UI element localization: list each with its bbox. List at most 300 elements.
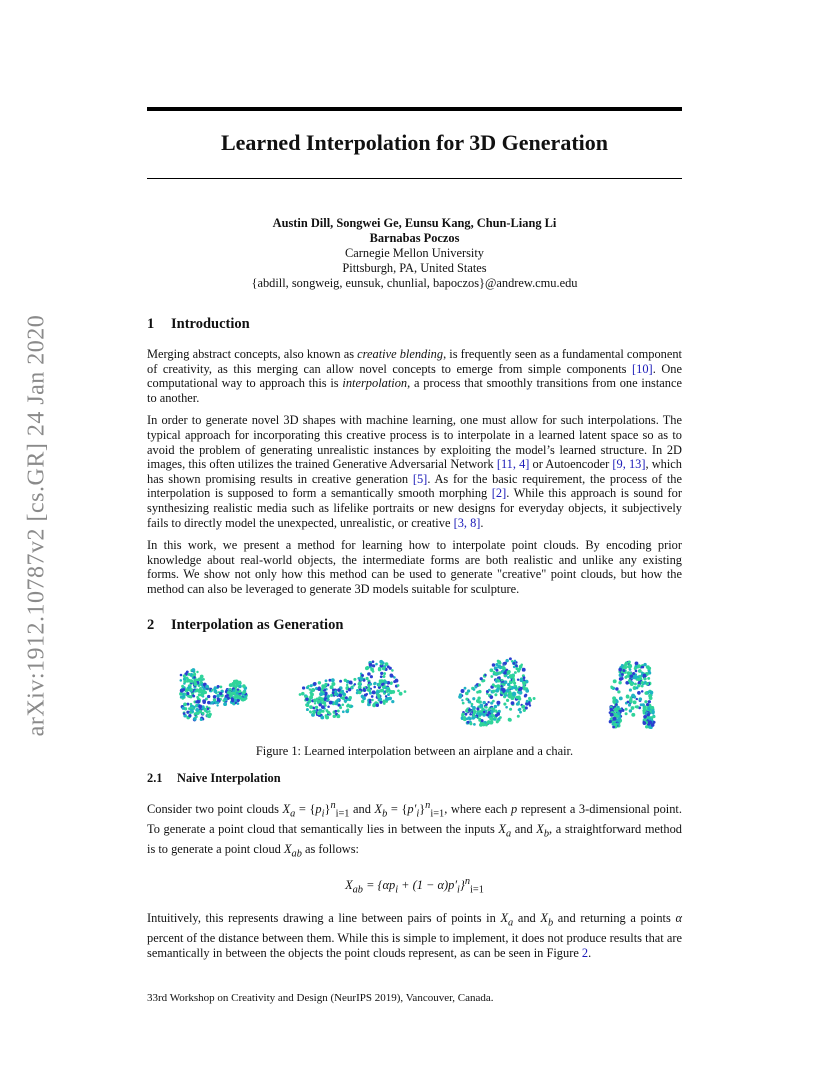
point [318, 710, 321, 713]
point [475, 715, 477, 717]
point [302, 686, 305, 689]
point [207, 707, 210, 710]
point [511, 701, 515, 705]
point [376, 703, 379, 706]
point [506, 670, 510, 674]
point [629, 674, 633, 678]
point [351, 704, 354, 707]
point [484, 673, 486, 675]
point [521, 704, 525, 708]
point [643, 714, 647, 718]
point [637, 677, 640, 680]
point [332, 691, 335, 694]
figure-1 [147, 648, 682, 738]
point [211, 688, 213, 690]
point [637, 683, 641, 687]
point [524, 694, 527, 697]
point [513, 662, 516, 665]
point [186, 691, 189, 694]
point [339, 706, 342, 709]
point [314, 702, 316, 704]
point [473, 688, 476, 691]
point [196, 670, 198, 672]
point [647, 713, 650, 716]
figure-reference-link[interactable]: 2 [581, 946, 589, 961]
point [504, 680, 508, 684]
point [641, 680, 644, 683]
point [496, 687, 499, 690]
point [631, 712, 635, 716]
point [648, 700, 651, 703]
point [316, 697, 319, 700]
point [491, 707, 494, 710]
point [631, 706, 635, 710]
point [180, 695, 183, 698]
point [190, 695, 193, 698]
point [490, 710, 494, 714]
point [369, 682, 372, 685]
point [239, 681, 242, 684]
point [648, 693, 652, 697]
point [395, 678, 399, 682]
point [617, 690, 620, 693]
author-names-2: Barnabas Poczos [369, 231, 460, 245]
point [635, 705, 638, 708]
point [371, 698, 374, 701]
point [349, 696, 352, 699]
point [469, 713, 472, 716]
point [636, 697, 638, 699]
point [630, 696, 633, 699]
point [509, 657, 512, 660]
point [334, 709, 337, 712]
point [374, 681, 377, 684]
point [354, 683, 356, 685]
point [332, 688, 335, 691]
point [628, 660, 631, 663]
point [462, 701, 465, 704]
point [202, 685, 205, 688]
point [200, 693, 203, 696]
citation-link[interactable]: [11, 4] [496, 457, 530, 472]
point [331, 678, 335, 682]
citation-link[interactable]: [3, 8] [453, 515, 481, 530]
point [614, 712, 618, 716]
point [321, 709, 324, 712]
point [344, 678, 347, 681]
point [319, 692, 323, 696]
point [359, 677, 363, 681]
point [519, 664, 523, 668]
point [214, 686, 217, 689]
point [487, 708, 490, 711]
point [613, 722, 616, 725]
point [648, 669, 651, 672]
point [464, 712, 467, 715]
arxiv-identifier-stamp [22, 290, 52, 760]
point [197, 689, 201, 693]
point [489, 668, 493, 672]
point [383, 672, 386, 675]
point [370, 667, 374, 671]
paper-body [147, 316, 682, 969]
point [625, 712, 628, 715]
point [366, 676, 369, 679]
point [183, 680, 186, 683]
intro-paragraph-1: Merging abstract concepts, also known as creative blending, is frequently seen as a fundamental component of creativity, as this merging can allow novel concepts to emerge from simple components [10]. One computational way to approach this is interpolation, a process that smoothly transitions from one instance to another. [147, 347, 682, 405]
point [216, 694, 220, 698]
point [518, 697, 521, 700]
point [615, 703, 618, 706]
point [345, 696, 348, 699]
point [472, 705, 476, 709]
point [483, 710, 485, 712]
point [385, 662, 389, 666]
point [629, 688, 632, 691]
point [385, 695, 387, 697]
citation-link[interactable]: [9, 13] [612, 457, 646, 472]
point [646, 702, 649, 705]
point [523, 676, 526, 679]
point [342, 703, 345, 706]
point [514, 671, 517, 674]
point [200, 718, 203, 721]
point [634, 666, 637, 669]
point [383, 675, 386, 678]
point [237, 688, 239, 690]
point [339, 679, 342, 682]
point [180, 679, 183, 682]
point [193, 679, 196, 682]
point [386, 689, 389, 692]
point [238, 695, 242, 699]
point [195, 700, 198, 703]
point [638, 669, 642, 673]
point [622, 669, 625, 672]
point [461, 689, 465, 693]
point [629, 709, 632, 712]
point [386, 697, 390, 701]
point [377, 694, 380, 697]
point [180, 673, 183, 676]
point [230, 694, 232, 696]
point [496, 700, 500, 704]
point [624, 662, 627, 665]
point [342, 692, 346, 696]
point [369, 662, 373, 666]
point [181, 684, 184, 687]
point [380, 671, 383, 674]
point [376, 690, 380, 694]
point [321, 686, 324, 689]
point [506, 698, 509, 701]
point [207, 694, 210, 697]
point [397, 689, 400, 692]
point [481, 719, 484, 722]
point [518, 700, 520, 702]
point [518, 690, 522, 694]
point [362, 696, 366, 700]
point [653, 715, 656, 718]
point [207, 700, 210, 703]
point [313, 682, 317, 686]
point [504, 674, 507, 677]
point [509, 685, 512, 688]
point [349, 680, 353, 684]
point [637, 664, 641, 668]
point [652, 709, 655, 712]
point [634, 682, 637, 685]
point [231, 699, 234, 702]
point [482, 679, 485, 682]
point [501, 687, 504, 690]
citation-link[interactable]: [5] [412, 471, 428, 486]
point [619, 716, 622, 719]
point [459, 693, 462, 696]
point [320, 715, 324, 719]
point [625, 707, 628, 710]
point [305, 697, 309, 701]
point [380, 662, 382, 664]
point [612, 700, 615, 703]
point [333, 714, 337, 718]
point [504, 691, 507, 694]
point [188, 672, 191, 675]
point [211, 701, 214, 704]
point [317, 699, 319, 701]
point [643, 721, 647, 725]
point [372, 660, 375, 663]
point [309, 710, 312, 713]
point [513, 681, 516, 684]
point [235, 685, 237, 687]
point [519, 686, 523, 690]
point [613, 679, 617, 683]
point [610, 712, 614, 716]
point [309, 705, 313, 709]
point [244, 695, 247, 698]
point [310, 684, 313, 687]
point [467, 720, 470, 723]
point [353, 677, 356, 680]
citation-link[interactable]: [2] [491, 486, 507, 501]
point [191, 668, 195, 672]
affiliation: Carnegie Mellon University [344, 246, 485, 260]
point [306, 703, 310, 707]
point [614, 707, 618, 711]
point [512, 692, 516, 696]
point [306, 708, 309, 711]
point [629, 671, 632, 674]
point [621, 673, 624, 676]
point [325, 679, 328, 682]
point [508, 694, 512, 698]
point [469, 722, 472, 725]
point [613, 716, 617, 720]
point [634, 675, 638, 679]
point [500, 684, 502, 686]
point [387, 686, 389, 688]
point [378, 667, 382, 671]
point [380, 675, 383, 678]
title-top-rule [147, 107, 682, 111]
figure-1-caption: Figure 1: Learned interpolation between an airplane and a chair. [255, 743, 574, 758]
point [338, 693, 342, 697]
point [182, 706, 185, 709]
point [237, 698, 240, 701]
point [482, 722, 486, 726]
point [648, 720, 652, 724]
intro-paragraph-3: In this work, we present a method for learning how to interpolate point clouds. By encoding prior knowledge about real-world objects, the intermediate forms are both realistic and unlike any existing forms. We show not only how this method can be used to generate "creative" point clouds, but how the method can also be leveraged to generate 3D models suitable for sculpture. [147, 538, 682, 596]
point [382, 666, 386, 670]
point [234, 694, 238, 698]
author-emails: {abdill, songweig, eunsuk, chunlial, bapoczos}@andrew.cmu.edu [251, 276, 578, 290]
point [492, 683, 495, 686]
point [219, 685, 222, 688]
point [183, 712, 186, 715]
point [404, 690, 407, 693]
arxiv-identifier: arXiv:1912.10787v2 [cs.GR] 24 Jan 2020 [23, 314, 50, 736]
point [193, 672, 196, 675]
point [384, 680, 387, 683]
point [467, 689, 470, 692]
point [476, 707, 479, 710]
paper-title: Learned Interpolation for 3D Generation [220, 130, 608, 155]
point [381, 682, 384, 685]
point [472, 697, 475, 700]
point [383, 702, 386, 705]
point [241, 697, 245, 701]
point [242, 684, 246, 688]
point [370, 675, 373, 678]
point [474, 685, 477, 688]
point [375, 662, 378, 665]
point [320, 698, 323, 701]
point [397, 684, 400, 687]
point [342, 710, 345, 713]
point [503, 702, 506, 705]
point [487, 700, 489, 702]
point [517, 714, 520, 717]
point [391, 669, 394, 672]
point [238, 684, 241, 687]
point [621, 708, 624, 711]
section-heading-introduction: 1 Introduction [147, 316, 250, 332]
point [492, 663, 496, 667]
point [361, 674, 364, 677]
point [518, 707, 521, 710]
point [346, 683, 348, 685]
point [509, 707, 512, 710]
point [229, 687, 231, 689]
intro-paragraph-2: In order to generate novel 3D shapes with machine learning, one must allow for such interpolations. The typical approach for incorporating this creative process is to interpolate in a learned latent space so as to avoid the problem of generating unrealistic instances by exploiting the model’s learned structure. In 2D images, this often utilizes the trained Generative Adversarial Network [11, 4] or Autoencoder [9, 13], which has shown promising results in creative generation [5]. As for the basic requirement, the process of the interpolation is supposed to form a semantically smooth morphing [2]. While this approach is sound for synthesizing realistic media such as lifelike portraits or new designs for everyday objects, it subjectively fails to directly model the unexpected, unrealistic, or creative [3, 8]. [147, 413, 682, 530]
point [205, 684, 209, 688]
point [196, 695, 199, 698]
point [478, 683, 481, 686]
point [489, 720, 493, 724]
point [237, 702, 240, 705]
point [198, 677, 202, 681]
point [621, 677, 624, 680]
point [371, 695, 374, 698]
point [188, 714, 191, 717]
citation-link[interactable]: [10] [632, 361, 653, 376]
point [363, 687, 366, 690]
point [348, 687, 351, 690]
point [311, 688, 315, 692]
point [335, 692, 339, 696]
point [644, 691, 648, 695]
section-heading-interpolation: 2 Interpolation as Generation [147, 616, 344, 633]
point [465, 697, 468, 700]
point [643, 673, 647, 677]
naive-paragraph-2: Intuitively, this represents drawing a line between pairs of points in $X_a$ and $X_b$ and returning a points α percent of the distance between them. While this is simple to implement, it does not produce results that are semantically in between the objects the point clouds represent, as can be seen in Figure 2. [147, 911, 682, 961]
point [494, 704, 497, 707]
point [466, 717, 469, 720]
point [619, 696, 623, 700]
point [190, 708, 193, 711]
point [626, 674, 629, 677]
point [496, 720, 499, 723]
point [217, 684, 220, 687]
point [629, 668, 632, 671]
point [337, 709, 340, 712]
point [321, 705, 325, 709]
point [346, 690, 348, 692]
point [182, 688, 185, 691]
point [202, 678, 205, 681]
author-names: Austin Dill, Songwei Ge, Eunsu Kang, Chun-Liang Li [272, 216, 557, 230]
point [520, 678, 524, 682]
point-cloud-interp-2 [458, 657, 535, 726]
point [217, 697, 220, 700]
point [522, 667, 526, 671]
workshop-footer: 33rd Workshop on Creativity and Design (NeurIPS 2019), Vancouver, Canada. [147, 992, 494, 1004]
point [641, 665, 644, 668]
point [324, 682, 327, 685]
point [624, 665, 628, 669]
point [233, 679, 236, 682]
point [526, 699, 529, 702]
point [347, 708, 350, 711]
point [495, 663, 498, 666]
point [468, 700, 471, 703]
point [493, 670, 496, 673]
point [318, 681, 321, 684]
point [635, 669, 638, 672]
point [501, 665, 505, 669]
point [496, 684, 499, 687]
point [488, 688, 491, 691]
point [229, 683, 233, 687]
point [217, 701, 220, 704]
point [312, 710, 315, 713]
point [378, 684, 381, 687]
equation-naive-interpolation: $X_{ab} = \{\alpha p_i + (1 - \alpha)p'_i\}^n_{i=1}$ [345, 875, 484, 896]
point [479, 703, 483, 707]
point [216, 704, 218, 706]
point [202, 699, 206, 703]
point [390, 681, 393, 684]
point [642, 703, 645, 706]
point [473, 723, 476, 726]
point [183, 702, 187, 706]
point [643, 662, 646, 665]
point [514, 684, 517, 687]
point [367, 686, 370, 689]
point [461, 699, 463, 701]
point [463, 716, 466, 719]
